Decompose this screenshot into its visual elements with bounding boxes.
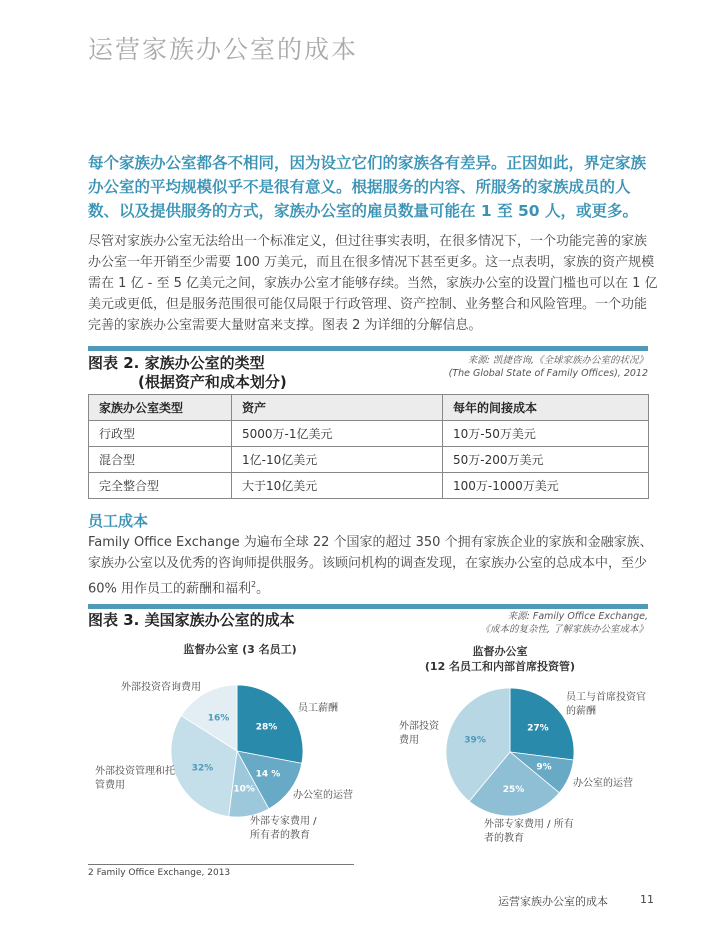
cell-type: 完全整合型 (89, 473, 232, 499)
figure2-source-line1: 来源: 凯捷咨询,《全球家族办公室的状况》 (467, 355, 648, 366)
header-type: 家族办公室类型 (89, 395, 232, 421)
footnote-ref[interactable]: 2 (251, 580, 257, 589)
pie2-label-experts: 外部专家费用 / 所有者的教育 (484, 819, 574, 844)
cell-assets: 1亿-10亿美元 (232, 447, 443, 473)
cell-assets: 大于10亿美元 (232, 473, 443, 499)
pie2-slice-label: 25% (502, 784, 525, 795)
body-paragraph-1: 尽管对家族办公室无法给出一个标准定义，但过往事实表明，在很多情况下，一个功能完善的家族办公室一年开销至少需要 100 万美元，而且在很多情况下甚至更多。这一点表明，家族的资产规模需在 1 亿 - 至 5 亿美元之间，家族办公室才能够存续。当然，家族办公室的设置门槛也可以在 1 亿美元或更低，但是服务范围很可能仅局限于行政管理、资产控制、业务整合和风险管理。一个功能完善的家族办公室需要大量财富来支撑。图表 2 为详细的分解信息。 (88, 234, 658, 333)
footnote-rule (88, 864, 354, 865)
pie2-title-line2: (12 名员工和内部首席投资管) (424, 660, 576, 673)
pie1-label-management: 外部投资管理和托管费用 (95, 766, 175, 791)
figure3-source (480, 610, 648, 636)
body-paragraph-2 (88, 532, 658, 599)
figure2-rule (88, 346, 648, 351)
family-office-types-table (88, 394, 649, 499)
pie2-label-salary: 员工与首席投资官的薪酬 (566, 692, 646, 717)
pie2-slice-label: 39% (464, 735, 486, 746)
figure2-source (449, 354, 648, 380)
pie1-title: 监督办公室 (3 名员工) (183, 643, 297, 656)
footer-title: 运营家族办公室的成本 (498, 895, 608, 908)
pie1-slice-label: 32% (191, 763, 214, 774)
figure3-source-line1: 来源: Family Office Exchange, (507, 611, 648, 622)
pie1-label-operations: 办公室的运营 (293, 790, 353, 801)
cell-type: 行政型 (89, 421, 232, 447)
figure2-title (88, 354, 287, 392)
footnote: 2 Family Office Exchange, 2013 (88, 868, 231, 878)
table-row (89, 447, 649, 473)
cell-cost: 100万-1000万美元 (443, 473, 649, 499)
pie1-label-salary: 员工薪酬 (298, 703, 338, 714)
cell-assets: 5000万-1亿美元 (232, 421, 443, 447)
section-heading-staff-cost: 员工成本 (88, 512, 149, 530)
cell-cost: 10万-50万美元 (443, 421, 649, 447)
pie2-label-investment: 外部投资费用 (399, 721, 439, 746)
pie1-slice-label: 14 % (255, 769, 281, 780)
figure3-title: 图表 3. 美国家族办公室的成本 (88, 611, 295, 629)
page-number: 11 (640, 893, 654, 906)
pie1-slice-label: 10% (233, 784, 255, 795)
figure2-source-line2: (The Global State of Family Offices), 2012 (448, 368, 648, 379)
pie1-chart (170, 684, 304, 818)
body2-text: Family Office Exchange 为遍布全球 22 个国家的超过 350 个拥有家族企业的家族和金融家族、家族办公室以及优秀的咨询师提供服务。该顾问机构的调查发现，在家族办公室的总成本中，至少 60% 用作员工的薪酬和福利 (88, 535, 653, 597)
lead-paragraph: 每个家族办公室都各不相同，因为设立它们的家族各有差异。正因如此，界定家族办公室的平均规模似乎不是很有意义。根据服务的内容、所服务的家族成员的人数、以及提供服务的方式，家族办公室的雇员数量可能在 1 至 50 人，或更多。 (88, 154, 647, 220)
pie2-title (400, 644, 600, 674)
pie1-label-experts: 外部专家费用 / 所有者的教育 (250, 816, 317, 841)
body2-end: 。 (256, 581, 270, 597)
pie1-slice-label: 16% (207, 713, 230, 724)
pie2-chart (445, 687, 575, 817)
table-header-row (89, 395, 649, 421)
pie2-label-operations: 办公室的运营 (573, 778, 633, 789)
pie2-slice-label: 27% (527, 723, 549, 734)
header-cost: 每年的间接成本 (443, 395, 649, 421)
header-assets: 资产 (232, 395, 443, 421)
pie1-slice-label: 28% (255, 722, 278, 733)
cell-type: 混合型 (89, 447, 232, 473)
figure3-rule (88, 604, 648, 609)
pie2-title-line1: 监督办公室 (472, 645, 528, 658)
page-title: 运营家族办公室的成本 (88, 35, 359, 64)
table-row (89, 473, 649, 499)
cell-cost: 50万-200万美元 (443, 447, 649, 473)
pie2-slice-label: 9% (536, 762, 552, 773)
figure2-title-line1: 图表 2. 家族办公室的类型 (88, 354, 265, 372)
table-row (89, 421, 649, 447)
pie1-label-advisory: 外部投资咨询费用 (121, 682, 201, 693)
figure3-source-line2: 《成本的复杂性, 了解家族办公室成本》 (480, 624, 648, 635)
figure2-title-line2: (根据资产和成本划分) (138, 373, 287, 391)
